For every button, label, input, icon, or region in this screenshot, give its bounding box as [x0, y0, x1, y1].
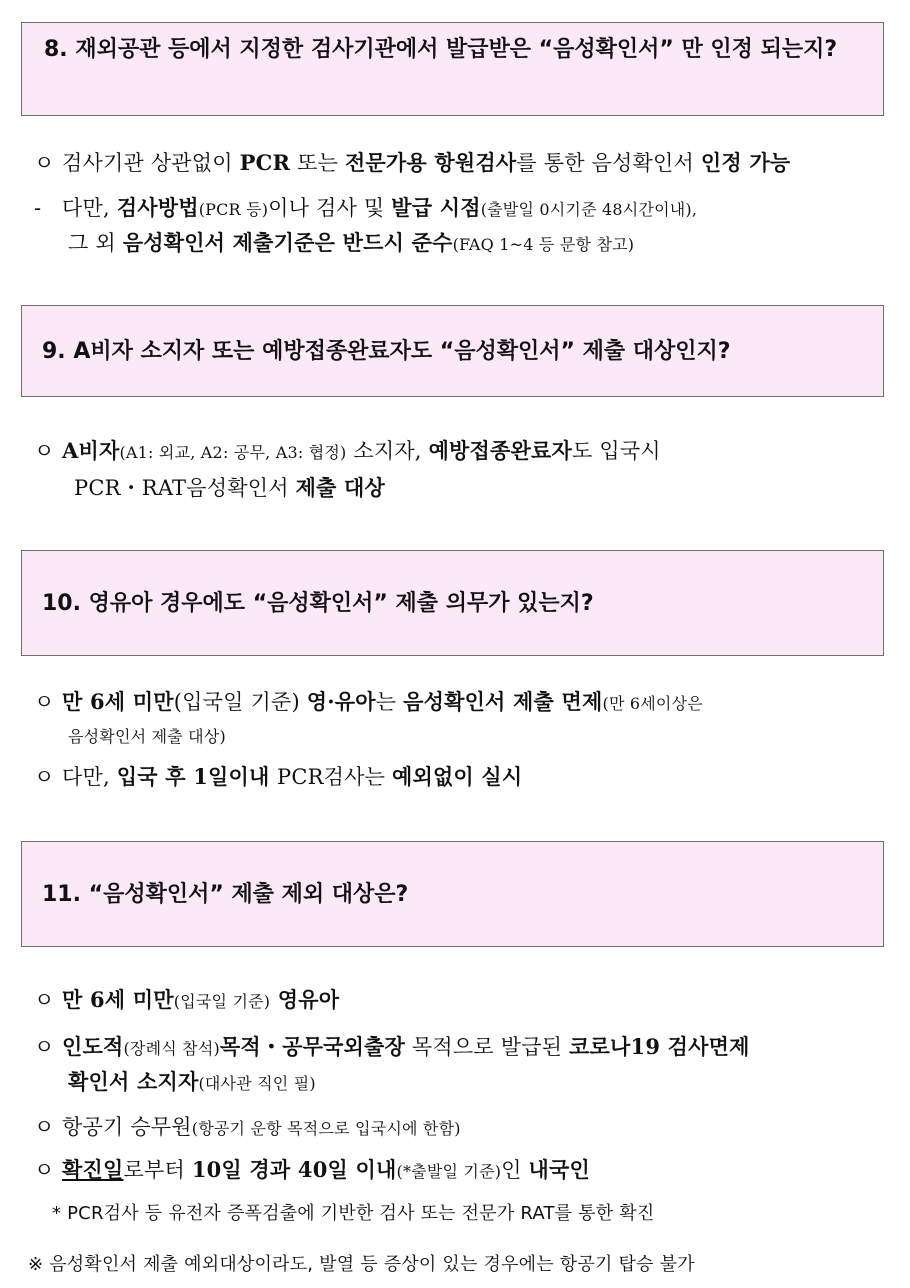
question-8-box: [21, 22, 884, 116]
question-11-title: 11. “음성확인서” 제출 제외 대상은?: [42, 882, 409, 907]
bullet-circle: ㅇ: [34, 988, 55, 1012]
bullet-circle: ㅇ: [34, 1158, 55, 1182]
q8-answer-3: 그 외 음성확인서 제출기준은 반드시 준수(FAQ 1~4 등 문항 참고): [68, 230, 635, 255]
q11-answer-4: ㅇ 항공기 승무원(항공기 운항 목적으로 입국시에 한함): [34, 1112, 888, 1144]
bullet-circle: ㅇ: [34, 1115, 55, 1139]
q11-answer-3: 확인서 소지자(대사관 직인 필): [68, 1069, 316, 1094]
bullet-circle: ㅇ: [34, 151, 55, 175]
q11-answer-5: ㅇ 확진일로부터 10일 경과 40일 이내(*출발일 기준)인 내국인: [34, 1155, 888, 1187]
q9-answer-1: ㅇ A비자(A1: 외교, A2: 공무, A3: 협정) 소지자, 예방접종완료자도 입국시: [34, 436, 888, 468]
bullet-dash: -: [34, 196, 42, 220]
question-9-box: [21, 305, 884, 397]
question-8-title: 8. 재외공관 등에서 지정한 검사기관에서 발급받은 “음성확인서” 만 인정 되는지?: [44, 37, 838, 62]
q8-answer-2: - 다만, 검사방법(PCR 등)이나 검사 및 발급 시점(출발일 0시기준 48시간이내),: [34, 193, 888, 225]
q8-answer-1: ㅇ 검사기관 상관없이 PCR 또는 전문가용 항원검사를 통한 음성확인서 인정 가능: [34, 148, 888, 178]
bullet-circle: ㅇ: [34, 1035, 55, 1059]
q10-answer-3: ㅇ 다만, 입국 후 1일이내 PCR검사는 예외없이 실시: [34, 762, 888, 792]
q11-answer-2: ㅇ 인도적(장례식 참석)목적・공무국외출장 목적으로 발급된 코로나19 검사면제: [34, 1032, 888, 1064]
q11-note: * PCR검사 등 유전자 증폭검출에 기반한 검사 또는 전문가 RAT를 통한 확진: [52, 1203, 655, 1224]
bullet-circle: ㅇ: [34, 690, 55, 714]
q11-answer-1: ㅇ 만 6세 미만(입국일 기준) 영유아: [34, 985, 888, 1017]
bullet-circle: ㅇ: [34, 765, 55, 789]
footer-note: ※ 음성확인서 제출 예외대상이라도, 발열 등 증상이 있는 경우에는 항공기 탑승 불가: [28, 1254, 695, 1275]
question-11-box: [21, 841, 884, 947]
bullet-circle: ㅇ: [34, 439, 55, 463]
q10-answer-1: ㅇ 만 6세 미만(입국일 기준) 영·유아는 음성확인서 제출 면제(만 6세이상은: [34, 687, 888, 719]
question-10-title: 10. 영유아 경우에도 “음성확인서” 제출 의무가 있는지?: [42, 591, 594, 616]
q10-answer-2: 음성확인서 제출 대상): [68, 727, 226, 746]
q9-answer-2: PCR・RAT음성확인서 제출 대상: [74, 475, 386, 500]
question-9-title: 9. A비자 소지자 또는 예방접종완료자도 “음성확인서” 제출 대상인지?: [42, 339, 731, 364]
question-10-box: [21, 550, 884, 656]
